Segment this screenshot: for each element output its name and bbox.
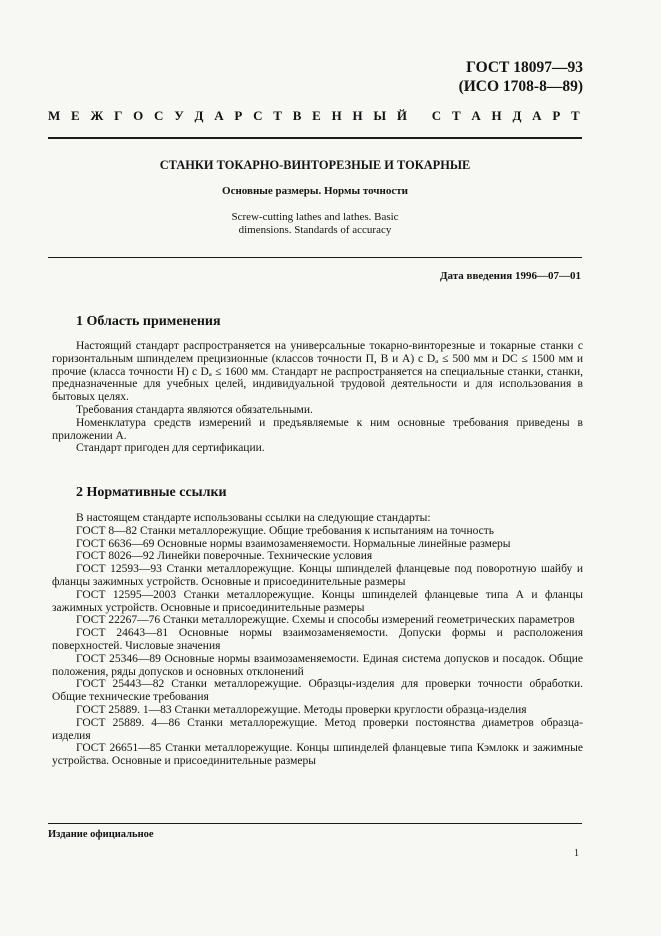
banner-letter: А xyxy=(532,108,542,123)
banner-letter: М xyxy=(48,108,61,123)
standard-header xyxy=(459,58,583,96)
document-subtitle: Основные размеры. Нормы точности xyxy=(222,185,408,197)
section-2-heading: 2 Нормативные ссылки xyxy=(76,485,227,500)
banner-letter: Н xyxy=(331,108,342,123)
banner-letter: У xyxy=(174,108,184,123)
banner-letter: Е xyxy=(71,108,80,123)
banner-gap xyxy=(418,108,421,124)
banner-letter: Р xyxy=(552,108,561,123)
header-rule xyxy=(48,137,582,139)
paragraph: В настоящем стандарте использованы ссылки на следующие стандарты: xyxy=(76,512,431,524)
title-rule xyxy=(48,257,582,258)
banner-letter: С xyxy=(253,108,263,123)
reference-item: ГОСТ 12593—93 Станки металлорежущие. Концы шпинделей фланцевые под поворотную шайбу и фланцы зажимных устройств. Основные и присоединительные размеры xyxy=(52,563,583,588)
paragraph: Настоящий стандарт распространяется на универсальные токарно-винторезные и токарные станки с горизонтальным шпинделем прецизионные (классов точности П, В и А) с Dₐ ≤ 500 мм и DC ≤ 1500 мм и прочие (класса точности Н) с Dₐ ≤ 1600 мм. Стандарт не распространяется на специальные станки, станки, предназначенные для учебных целей, индивидуальной трудовой деятельности и для использования в бытовых целях. xyxy=(52,340,583,404)
section-2-body xyxy=(52,512,583,768)
banner-letter: А xyxy=(214,108,224,123)
reference-item: ГОСТ 12595—2003 Станки металлорежущие. Концы шпинделей фланцевые типа А и фланцы зажимных устройств. Основные и присоединительные размеры xyxy=(52,588,583,614)
banner-letter: В xyxy=(292,108,302,123)
banner-letter: Т xyxy=(451,108,461,123)
reference-item: ГОСТ 25889. 4—86 Станки металлорежущие. Метод проверки постоянства диаметров образца-изделия xyxy=(52,716,583,742)
document-title: СТАНКИ ТОКАРНО-ВИНТОРЕЗНЫЕ И ТОКАРНЫЕ xyxy=(159,158,471,172)
official-edition-note: Издание официальное xyxy=(48,829,154,840)
banner-letter: С xyxy=(431,108,442,123)
standard-number: ГОСТ 18097—93 xyxy=(466,59,583,76)
footer-rule xyxy=(48,823,582,824)
reference-item: ГОСТ 25889. 1—83 Станки металлорежущие. Методы проверки круглости образца-изделия xyxy=(76,703,527,716)
reference-item: ГОСТ 25346—89 Основные нормы взаимозаменяемости. Единая система допусков и посадок. Общие положения, ряды допусков и основных отклонений xyxy=(52,652,583,678)
paragraph: Требования стандарта являются обязательными. xyxy=(76,403,313,416)
banner-letter: Д xyxy=(194,108,204,123)
interstate-standard-banner xyxy=(48,108,580,124)
banner-letter: Р xyxy=(234,108,243,123)
section-1-body xyxy=(52,340,583,455)
paragraph: Стандарт пригоден для сертификации. xyxy=(76,442,265,455)
reference-item: ГОСТ 24643—81 Основные нормы взаимозаменяемости. Допуски формы и расположения поверхностей. Числовые значения xyxy=(52,627,583,652)
reference-item: ГОСТ 8026—92 Линейки поверочные. Технические условия xyxy=(76,550,373,563)
section-1-heading: 1 Область применения xyxy=(76,314,221,329)
banner-letter: Г xyxy=(114,108,123,123)
banner-letter: Т xyxy=(273,108,282,123)
banner-letter: Н xyxy=(352,108,363,123)
reference-item: ГОСТ 26651—85 Станки металлорежущие. Концы шпинделей фланцевые типа Кэмлокк и зажимные устройства. Основные и присоединительные размеры xyxy=(52,742,583,768)
english-title xyxy=(48,211,582,237)
reference-item: ГОСТ 8—82 Станки металлорежущие. Общие требования к испытаниям на точность xyxy=(76,524,495,537)
introduction-date: Дата введения 1996—07—01 xyxy=(439,270,581,282)
reference-item: ГОСТ 22267—76 Станки металлорежущие. Схемы и способы измерений геометрических параметров xyxy=(76,614,575,627)
banner-letter: Д xyxy=(512,108,522,123)
banner-letter: А xyxy=(471,108,481,123)
banner-letter: О xyxy=(133,108,144,123)
banner-letter: Н xyxy=(491,108,502,123)
reference-item: ГОСТ 6636—69 Основные нормы взаимозаменяемости. Нормальные линейные размеры xyxy=(76,537,511,550)
banner-letter: Й xyxy=(396,108,408,123)
english-title-line: dimensions. Standards of accuracy xyxy=(238,224,392,236)
paragraph: Номенклатура средств измерений и предъявляемые к ним основные требования приведены в приложении А. xyxy=(52,416,583,442)
english-title-line: Screw-cutting lathes and lathes. Basic xyxy=(231,211,399,223)
banner-letter: Ж xyxy=(90,108,104,123)
banner-letter: Ы xyxy=(373,108,387,123)
banner-letter: Е xyxy=(312,108,321,123)
banner-letter: Т xyxy=(571,108,580,123)
page-number: 1 xyxy=(574,848,579,859)
iso-number: (ИСО 1708-8—89) xyxy=(458,78,583,95)
banner-letter: С xyxy=(154,108,164,123)
reference-item: ГОСТ 25443—82 Станки металлорежущие. Образцы-изделия для проверки точности обработки. Общие технические требования xyxy=(52,678,583,704)
